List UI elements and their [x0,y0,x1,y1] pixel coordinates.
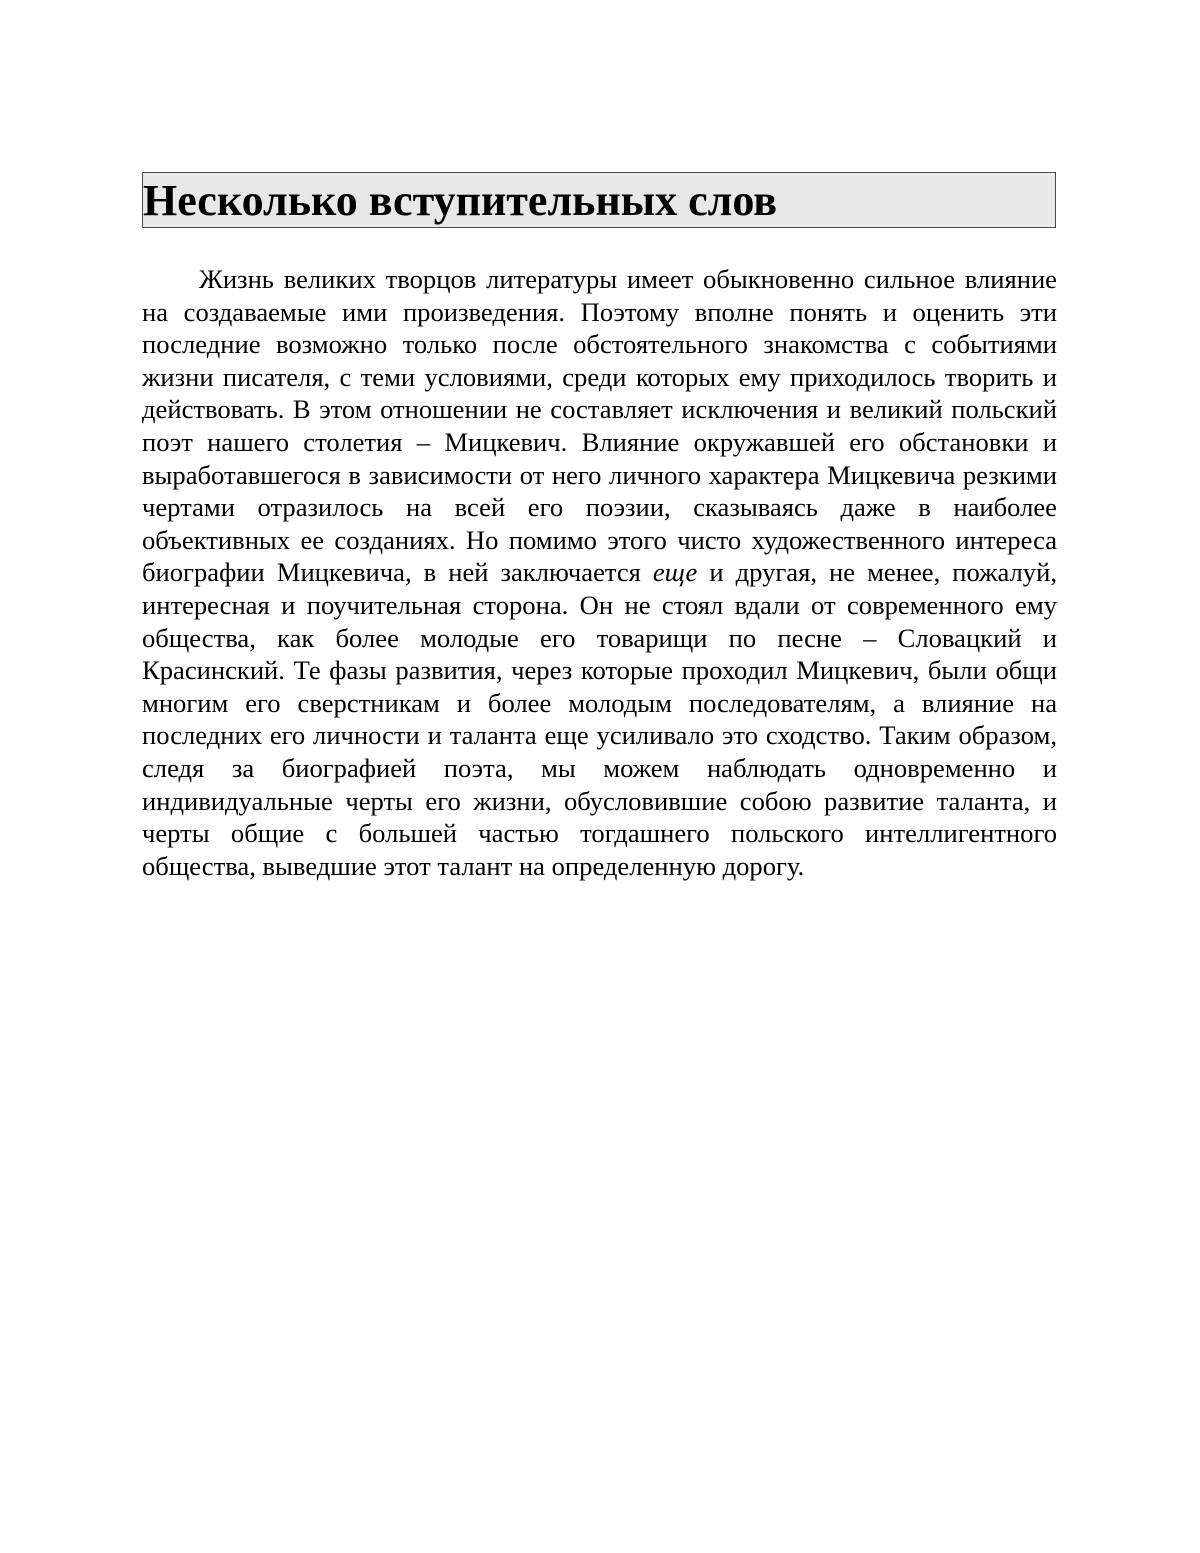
page-title: Несколько вступительных слов [143,176,777,225]
paragraph-text-part-2: и другая, не менее, пожалуй, интересная и поучительная сторона. Он не стоял вдали от современного ему общества, как более молодые его товарищи по песне – Словацкий и Красинский. Те фазы развития, через которые проходил Мицкевич, были общи многим его сверстникам и более молодым последователям, а влияние на последних его личности и таланта еще усиливало это сходство. Таким образом, следя за биографией поэта, мы можем наблюдать одновременно и индивидуальные черты его жизни, обусловившие собою развитие таланта, и черты общие с большей частью тогдашнего польского интеллигентного общества, выведшие этот талант на определенную дорогу. [142,557,1057,881]
body-paragraph [142,263,1057,882]
paragraph-text-part-1: Жизнь великих творцов литературы имеет обыкновенно сильное влияние на создаваемые ими произведения. Поэтому вполне понять и оценить эти последние возможно только после обстоятельного знакомства с событиями жизни писателя, с теми условиями, среди которых ему приходилось творить и действовать. В этом отношении не составляет исключения и великий польский поэт нашего столетия – Мицкевич. Влияние окружавшей его обстановки и выработавшегося в зависимости от него личного характера Мицкевича резкими чертами отразилось на всей его поэзии, сказываясь даже в наиболее объективных ее созданиях. Но помимо этого чисто художественного интереса биографии Мицкевича, в ней заключается [142,264,1057,588]
paragraph-emphasis: еще [652,557,698,588]
heading-box [142,172,1056,228]
